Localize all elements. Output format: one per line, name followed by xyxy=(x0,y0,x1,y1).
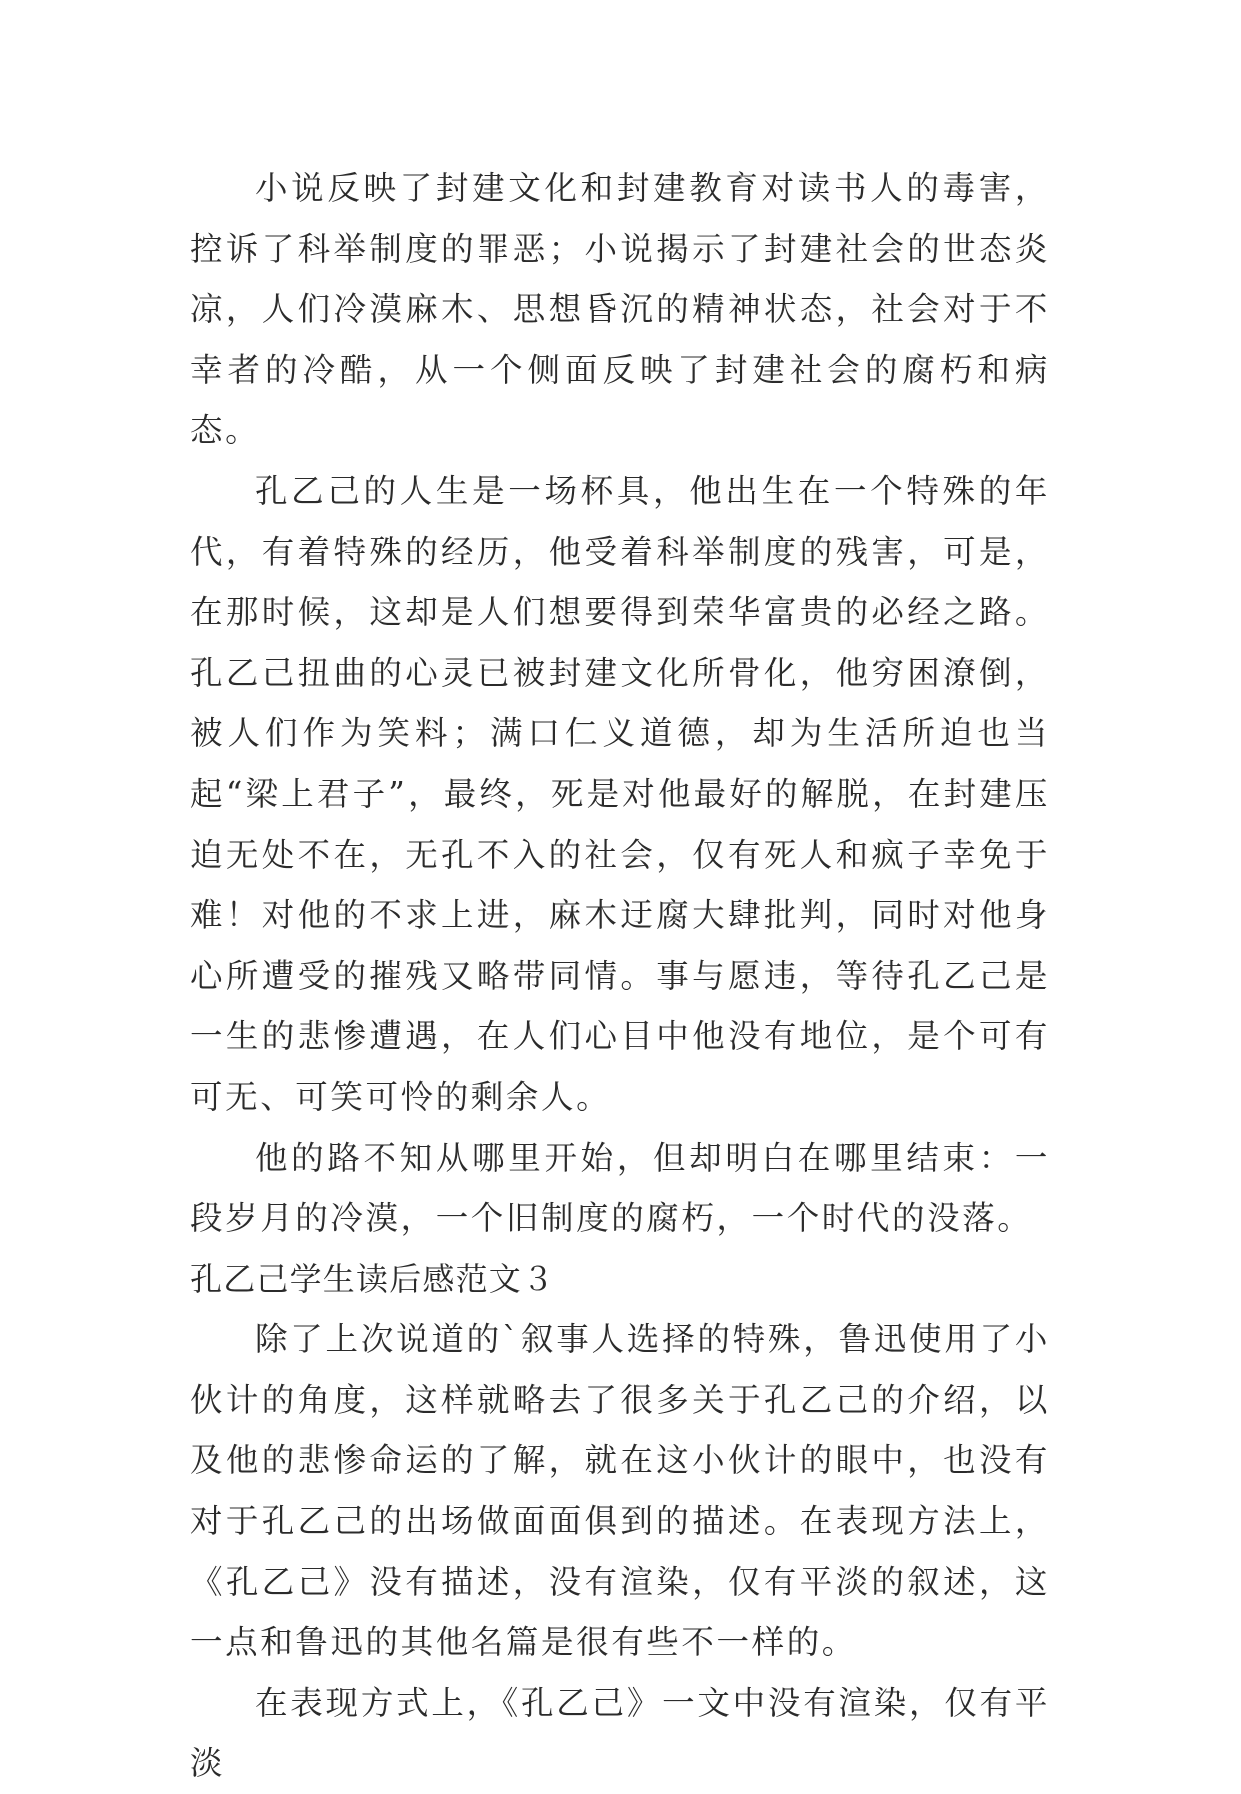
section-heading: 孔乙己学生读后感范文３ xyxy=(190,1259,556,1298)
paragraph-3: 他的路不知从哪里开始，但却明白在哪里结束：一段岁月的冷漠，一个旧制度的腐朽，一个时代的没落。 xyxy=(190,1138,1050,1238)
paragraph-1: 小说反映了封建文化和封建教育对读书人的毒害，控诉了科举制度的罪恶；小说揭示了封建社会的世态炎凉，人们冷漠麻木、思想昏沉的精神状态，社会对于不幸者的冷酷，从一个侧面反映了封建社会的腐朽和病态。 xyxy=(190,169,1050,450)
paragraph-2: 孔乙己的人生是一场杯具，他出生在一个特殊的年代，有着特殊的经历，他受着科举制度的残害，可是，在那时候，这却是人们想要得到荣华富贵的必经之路。孔乙己扭曲的心灵已被封建文化所骨化，他穷困潦倒，被人们作为笑料；满口仁义道德，却为生活所迫也当起“梁上君子”，最终，死是对他最好的解脱，在封建压迫无处不在，无孔不入的社会，仅有死人和疯子幸免于难！对他的不求上进，麻木迂腐大肆批判，同时对他身心所遭受的摧残又略带同情。事与愿违，等待孔乙己是一生的悲惨遭遇，在人们心目中他没有地位，是个可有可无、可笑可怜的剩余人。 xyxy=(190,471,1050,1116)
paragraph-4: 除了上次说道的`叙事人选择的特殊，鲁迅使用了小伙计的角度，这样就略去了很多关于孔乙己的介绍，以及他的悲惨命运的了解，就在这小伙计的眼中，也没有对于孔乙己的出场做面面俱到的描述。在表现方法上，《孔乙己》没有描述，没有渲染，仅有平淡的叙述，这一点和鲁迅的其他名篇是很有些不一样的。 xyxy=(190,1320,1050,1662)
paragraph-5: 在表现方式上，《孔乙己》一文中没有渲染，仅有平淡 xyxy=(190,1683,1050,1783)
document-body xyxy=(190,158,1050,1794)
